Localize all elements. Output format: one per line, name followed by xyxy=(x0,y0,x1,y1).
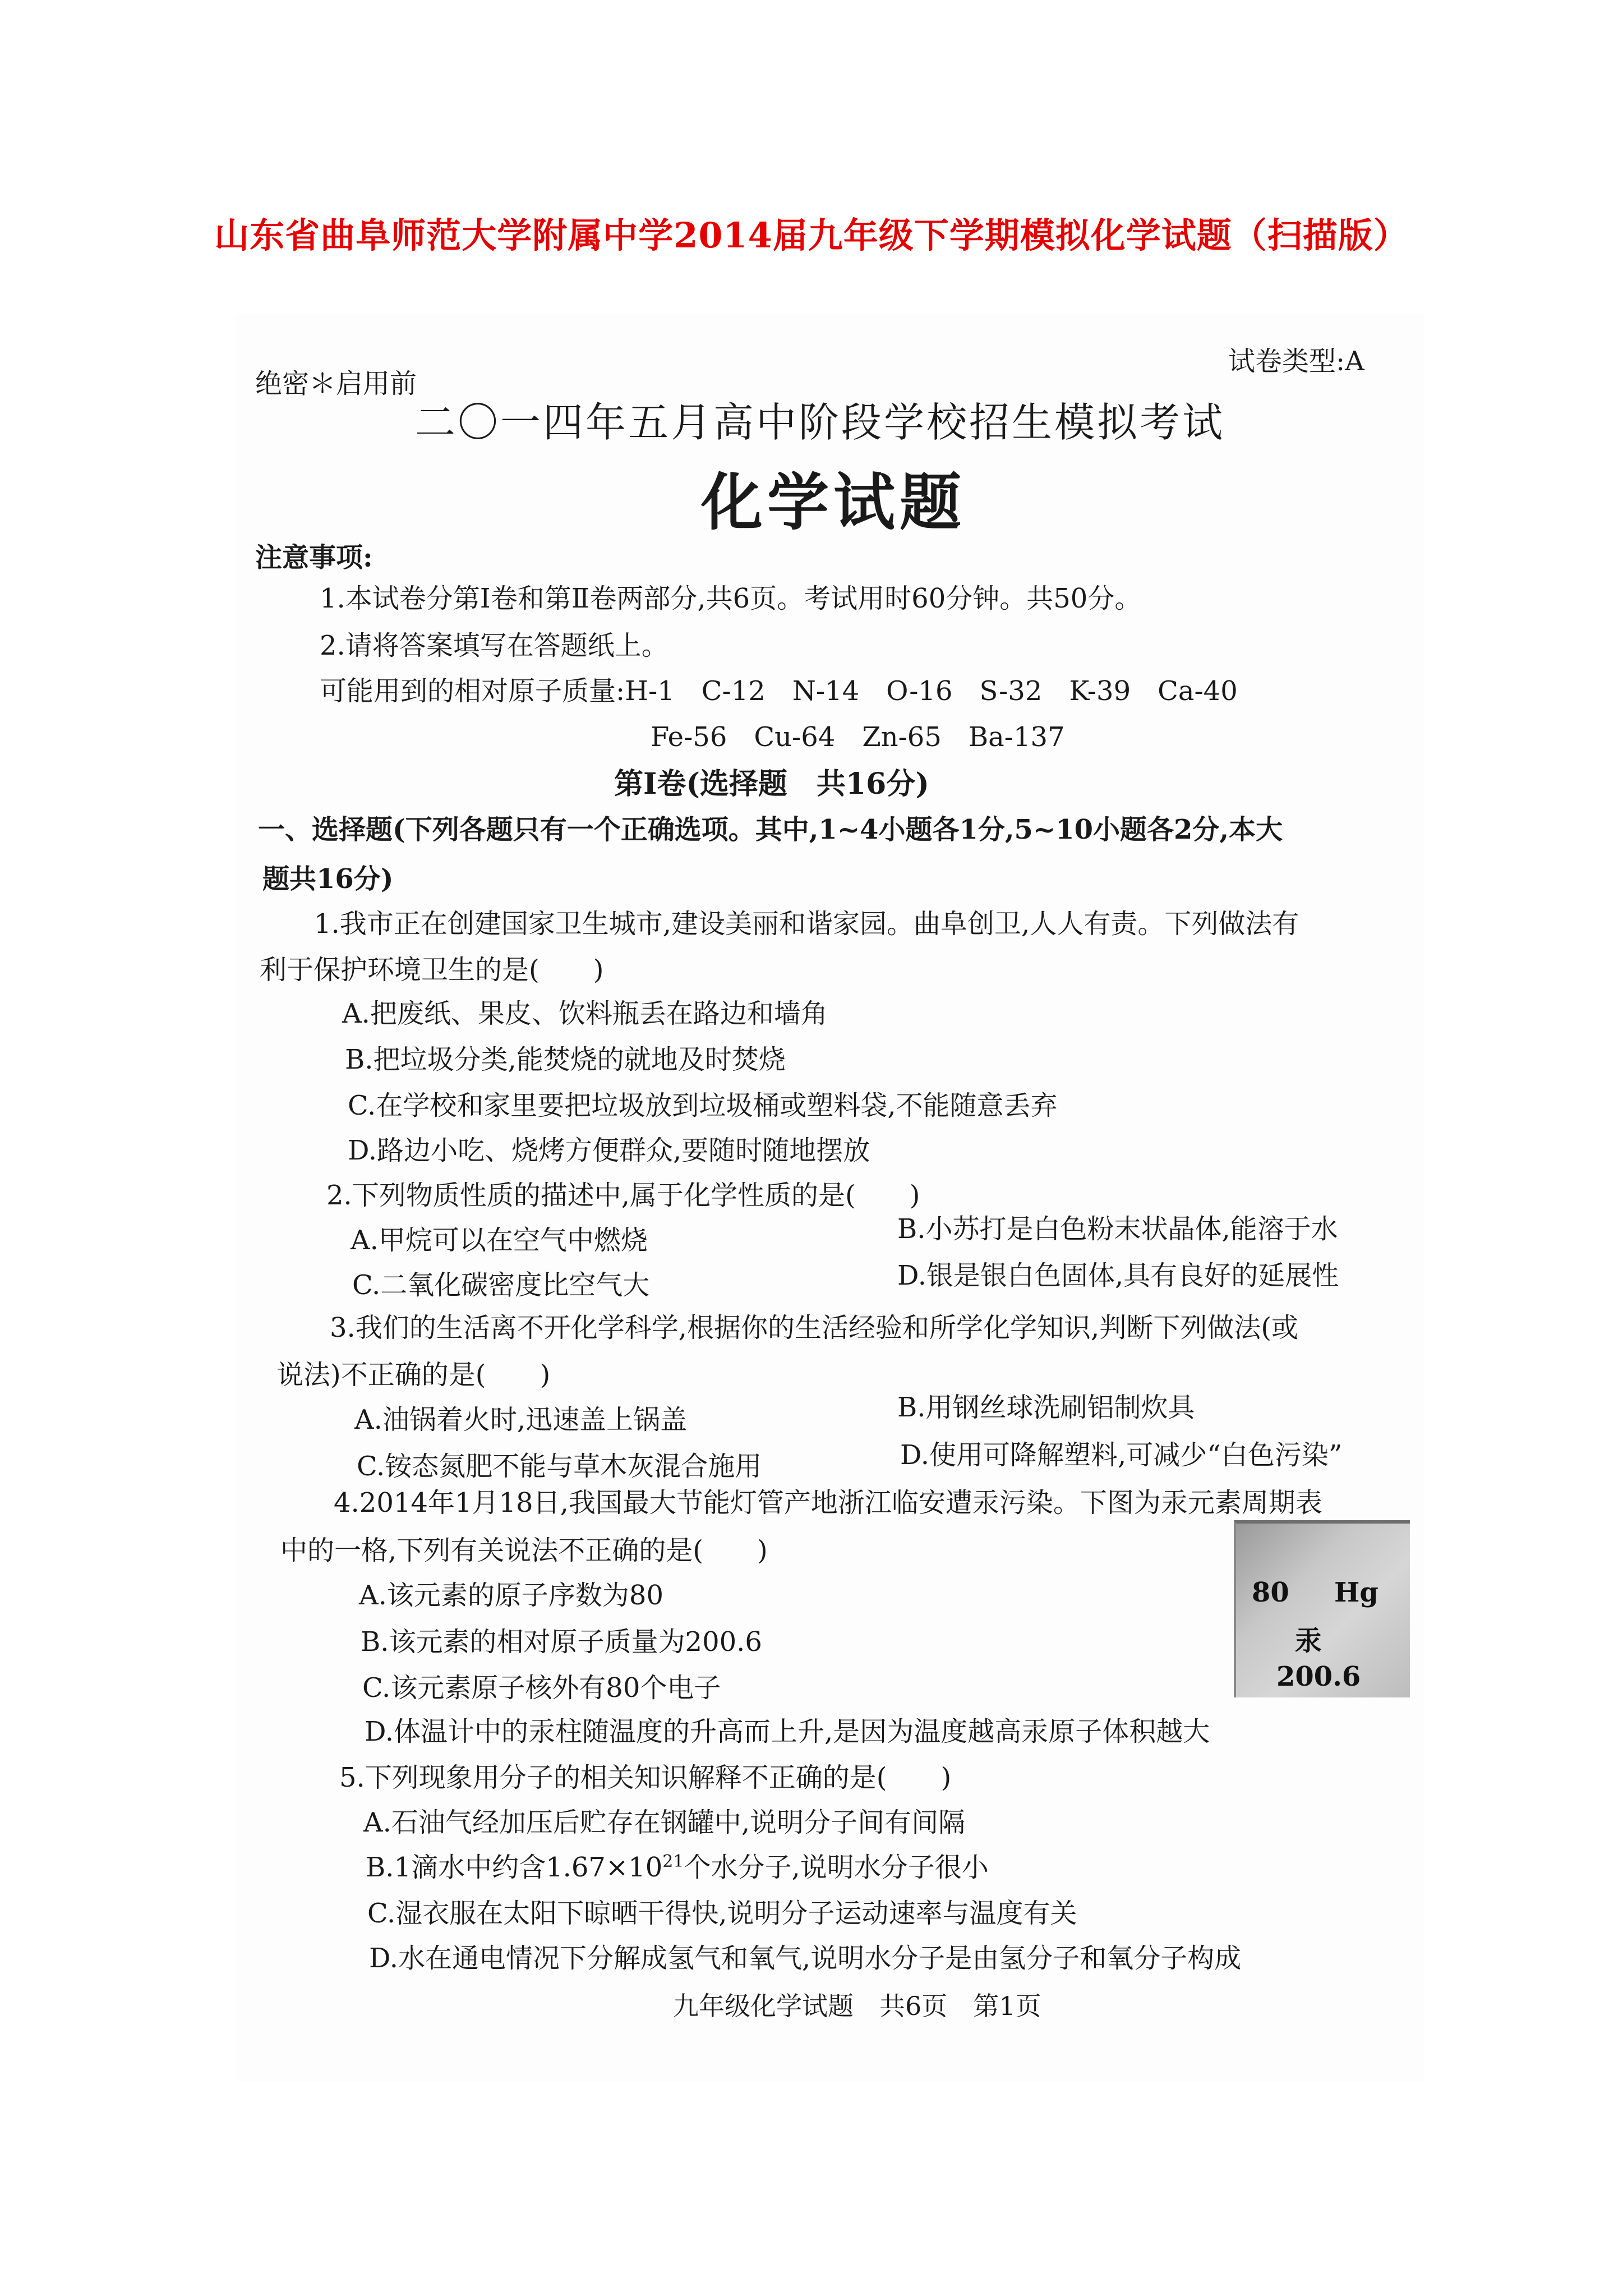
q2-option-a: A.甲烷可以在空气中燃烧 xyxy=(351,1225,648,1256)
paper-type-label: 试卷类型:A xyxy=(1228,346,1364,377)
element-name: 汞 xyxy=(1295,1625,1322,1657)
notes-item-2: 2.请将答案填写在答题纸上。 xyxy=(320,630,668,661)
q1-stem-line-2: 利于保护环境卫生的是( ) xyxy=(260,954,604,986)
document-title: 山东省曲阜师范大学附属中学2014届九年级下学期模拟化学试题（扫描版） xyxy=(214,215,1409,256)
q1-option-d: D.路边小吃、烧烤方便群众,要随时随地摆放 xyxy=(348,1135,870,1166)
q4-option-c: C.该元素原子核外有80个电子 xyxy=(362,1672,721,1704)
q3-stem-line-2: 说法)不正确的是( ) xyxy=(276,1359,551,1391)
q2-option-b: B.小苏打是白色粉末状晶体,能溶于水 xyxy=(897,1213,1338,1245)
notes-heading: 注意事项: xyxy=(255,542,373,573)
subject-title: 化学试题 xyxy=(701,466,966,539)
element-symbol: Hg xyxy=(1334,1577,1378,1608)
secret-label: 绝密＊启用前 xyxy=(255,368,417,399)
q4-stem-line-1: 4.2014年1月18日,我国最大节能灯管产地浙江临安遭汞污染。下图为汞元素周期表 xyxy=(334,1487,1322,1519)
q4-option-d: D.体温计中的汞柱随温度的升高而上升,是因为温度越高汞原子体积越大 xyxy=(365,1716,1210,1747)
q4-option-a: A.该元素的原子序数为80 xyxy=(359,1580,664,1611)
section-intro-line-2: 题共16分) xyxy=(262,863,394,895)
atomic-masses-line-1: 可能用到的相对原子质量:H-1 C-12 N-14 O-16 S-32 K-39 Ca-40 xyxy=(320,675,1238,707)
q5-option-b xyxy=(366,1846,989,1884)
q3-option-a: A.油锅着火时,迅速盖上锅盖 xyxy=(354,1404,688,1435)
q3-stem-line-1: 3.我们的生活离不开化学科学,根据你的生活经验和所学化学知识,判断下列做法(或 xyxy=(330,1312,1299,1343)
q1-option-c: C.在学校和家里要把垃圾放到垃圾桶或塑料袋,不能随意丢弃 xyxy=(348,1090,1058,1121)
q4-option-b: B.该元素的相对原子质量为200.6 xyxy=(361,1626,762,1658)
atomic-number: 80 xyxy=(1252,1577,1289,1608)
q5-option-d: D.水在通电情况下分解成氢气和氧气,说明水分子是由氢分子和氧分子构成 xyxy=(369,1943,1242,1974)
q5-option-b-exponent: 21 xyxy=(662,1852,684,1871)
q2-option-c: C.二氧化碳密度比空气大 xyxy=(352,1269,650,1301)
section-title: 第Ⅰ卷(选择题 共16分) xyxy=(614,767,929,801)
q1-stem-line-1: 1.我市正在创建国家卫生城市,建设美丽和谐家园。曲阜创卫,人人有责。下列做法有 xyxy=(314,908,1299,940)
q1-option-a: A.把废纸、果皮、饮料瓶丢在路边和墙角 xyxy=(342,998,828,1029)
q4-stem-line-2: 中的一格,下列有关说法不正确的是( ) xyxy=(280,1535,768,1566)
q5-option-a: A.石油气经加压后贮存在钢罐中,说明分子间有间隔 xyxy=(363,1807,966,1838)
q3-option-d: D.使用可降解塑料,可减少“白色污染” xyxy=(900,1439,1343,1471)
exam-title: 二〇一四年五月高中阶段学校招生模拟考试 xyxy=(415,399,1225,446)
notes-item-1: 1.本试卷分第Ⅰ卷和第Ⅱ卷两部分,共6页。考试用时60分钟。共50分。 xyxy=(320,583,1142,614)
q1-option-b: B.把垃圾分类,能焚烧的就地及时焚烧 xyxy=(345,1044,786,1075)
q2-option-d: D.银是银白色固体,具有良好的延展性 xyxy=(897,1260,1339,1291)
section-intro-line-1: 一、选择题(下列各题只有一个正确选项。其中,1~4小题各1分,5~10小题各2分,本大 xyxy=(258,814,1283,845)
q3-option-c: C.铵态氮肥不能与草木灰混合施用 xyxy=(357,1451,762,1482)
q5-stem: 5.下列现象用分子的相关知识解释不正确的是( ) xyxy=(339,1762,952,1793)
q2-stem: 2.下列物质性质的描述中,属于化学性质的是( ) xyxy=(326,1180,920,1211)
page-footer: 九年级化学试题 共6页 第1页 xyxy=(673,1991,1041,2021)
atomic-masses-line-2: Fe-56 Cu-64 Zn-65 Ba-137 xyxy=(651,721,1065,753)
q3-option-b: B.用钢丝球洗刷铝制炊具 xyxy=(897,1392,1195,1423)
q5-option-b-pre: B.1滴水中约含1.67×10 xyxy=(366,1852,663,1883)
q5-option-b-post: 个水分子,说明水分子很小 xyxy=(684,1852,989,1883)
mercury-periodic-table-cell xyxy=(1234,1520,1410,1697)
q5-option-c: C.湿衣服在太阳下晾晒干得快,说明分子运动速率与温度有关 xyxy=(367,1898,1077,1929)
atomic-mass: 200.6 xyxy=(1276,1661,1361,1692)
